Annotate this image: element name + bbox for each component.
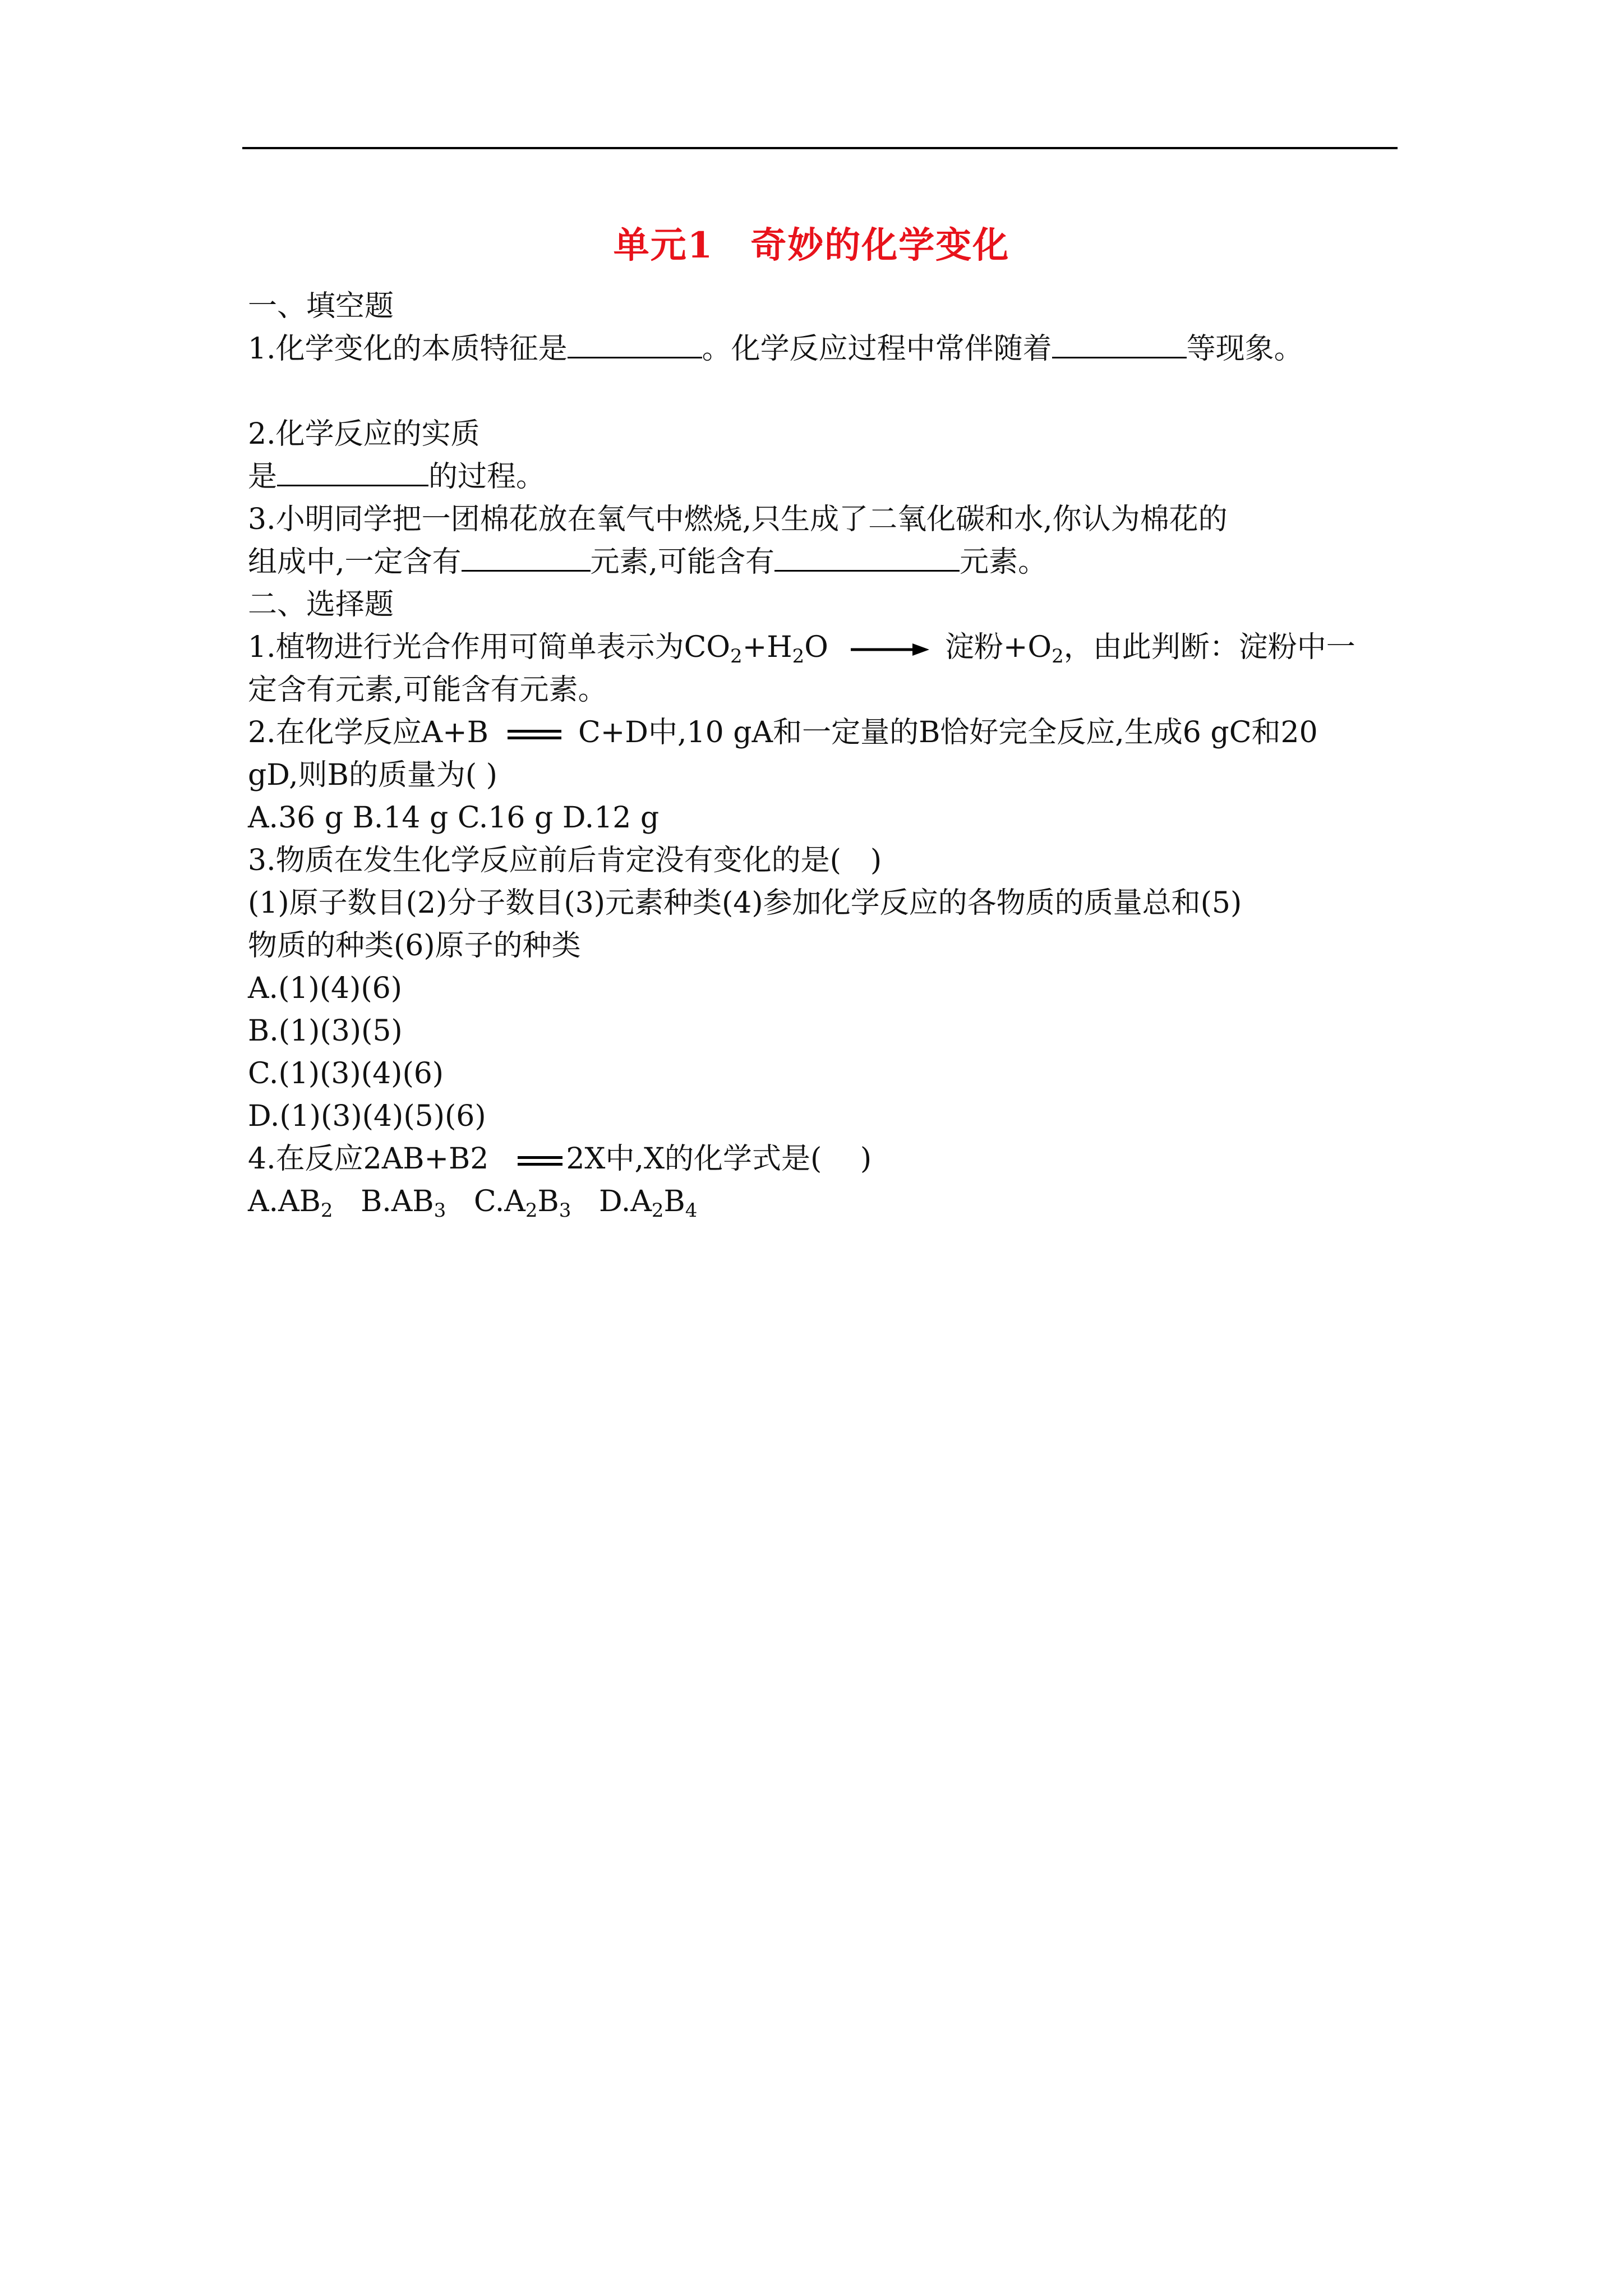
answer-blank[interactable] <box>462 541 591 572</box>
question-1-2-line1: 2.化学反应的实质 <box>248 417 480 451</box>
question-2-2-options: A.36 g B.14 g C.16 g D.12 g <box>248 801 660 835</box>
option-c: C.(1)(3)(4)(6) <box>248 1057 444 1091</box>
question-text: 1.植物进行光合作用可简单表示为CO <box>248 631 731 664</box>
equals-sign-icon <box>518 1155 562 1167</box>
equals-sign-icon <box>508 729 561 741</box>
subscript: 3 <box>434 1199 446 1222</box>
subscript: 2 <box>1052 645 1064 668</box>
question-1-1 <box>248 328 1403 370</box>
spacer <box>248 370 1403 413</box>
answer-blank[interactable] <box>774 541 960 572</box>
answer-blank[interactable] <box>277 455 428 486</box>
question-text: 等现象。 <box>1186 332 1303 366</box>
question-2-2-line2: gD,则B的质量为( ) <box>248 758 497 792</box>
option-c: B <box>537 1185 559 1218</box>
question-1-3-line2 <box>248 541 1403 583</box>
question-text: O <box>804 631 828 664</box>
option-a: A.(1)(4)(6) <box>248 972 403 1005</box>
question-1-3-line1: 3.小明同学把一团棉花放在氧气中燃烧,只生成了二氧化碳和水,你认为棉花的 <box>248 503 1228 536</box>
question-text: 淀粉+O <box>944 631 1052 664</box>
option-b: B.(1)(3)(5) <box>248 1014 403 1048</box>
question-2-1-line1 <box>248 626 1403 669</box>
question-text: 2X中,X的化学式是( ) <box>566 1142 872 1176</box>
question-2-3-line2: (1)原子数目(2)分子数目(3)元素种类(4)参加化学反应的各物质的质量总和(5) <box>248 886 1242 920</box>
subscript: 2 <box>792 645 805 668</box>
question-2-4-options <box>248 1180 1403 1223</box>
subscript: 2 <box>320 1199 333 1222</box>
reaction-arrow-icon <box>851 641 929 658</box>
question-text: 组成中,一定含有 <box>248 545 462 579</box>
option-a: A.AB <box>248 1185 321 1218</box>
question-text: 的过程。 <box>428 460 546 494</box>
answer-blank[interactable] <box>568 328 702 358</box>
question-1-2-line2 <box>248 455 1403 498</box>
question-text: ，由此判断：淀粉中一 <box>1063 631 1355 664</box>
subscript: 2 <box>525 1199 538 1222</box>
question-2-2-line1 <box>248 711 1403 754</box>
section-heading-multiple-choice: 二、选择题 <box>248 588 394 622</box>
question-text: 是 <box>248 460 278 494</box>
question-text: C+D中,10 gA和一定量的B恰好完全反应,生成6 gC和20 <box>578 716 1318 749</box>
question-2-3-line3: 物质的种类(6)原子的种类 <box>248 929 581 963</box>
question-2-1-line2: 定含有元素,可能含有元素。 <box>248 673 607 707</box>
option-d: B <box>663 1185 685 1218</box>
question-text: 。化学反应过程中常伴随着 <box>702 332 1052 366</box>
question-text: +H <box>742 631 792 664</box>
question-text: 1.化学变化的本质特征是 <box>248 332 568 366</box>
question-text: 元素。 <box>960 545 1048 579</box>
question-2-3-line1: 3.物质在发生化学反应前后肯定没有变化的是( ) <box>248 844 882 877</box>
subscript: 3 <box>559 1199 571 1222</box>
page-title: 单元1 奇妙的化学变化 <box>613 224 1010 266</box>
answer-blank[interactable] <box>1052 328 1187 358</box>
question-text: 4.在反应2AB+B2 <box>248 1142 489 1176</box>
subscript: 2 <box>651 1199 664 1222</box>
subscript: 4 <box>685 1199 698 1222</box>
question-text: 2.在化学反应A+B <box>248 716 488 749</box>
section-heading-fill-blank: 一、填空题 <box>248 289 394 323</box>
question-2-4-line1 <box>248 1138 1403 1180</box>
option-d: D.(1)(3)(4)(5)(6) <box>248 1099 486 1133</box>
subscript: 2 <box>730 645 743 668</box>
worksheet-body <box>248 285 1403 1223</box>
question-text: 元素,可能含有 <box>590 545 775 579</box>
option-c: C.A <box>473 1185 525 1218</box>
option-d: D.A <box>598 1185 652 1218</box>
header-rule <box>242 147 1398 149</box>
option-b: B.AB <box>361 1185 434 1218</box>
